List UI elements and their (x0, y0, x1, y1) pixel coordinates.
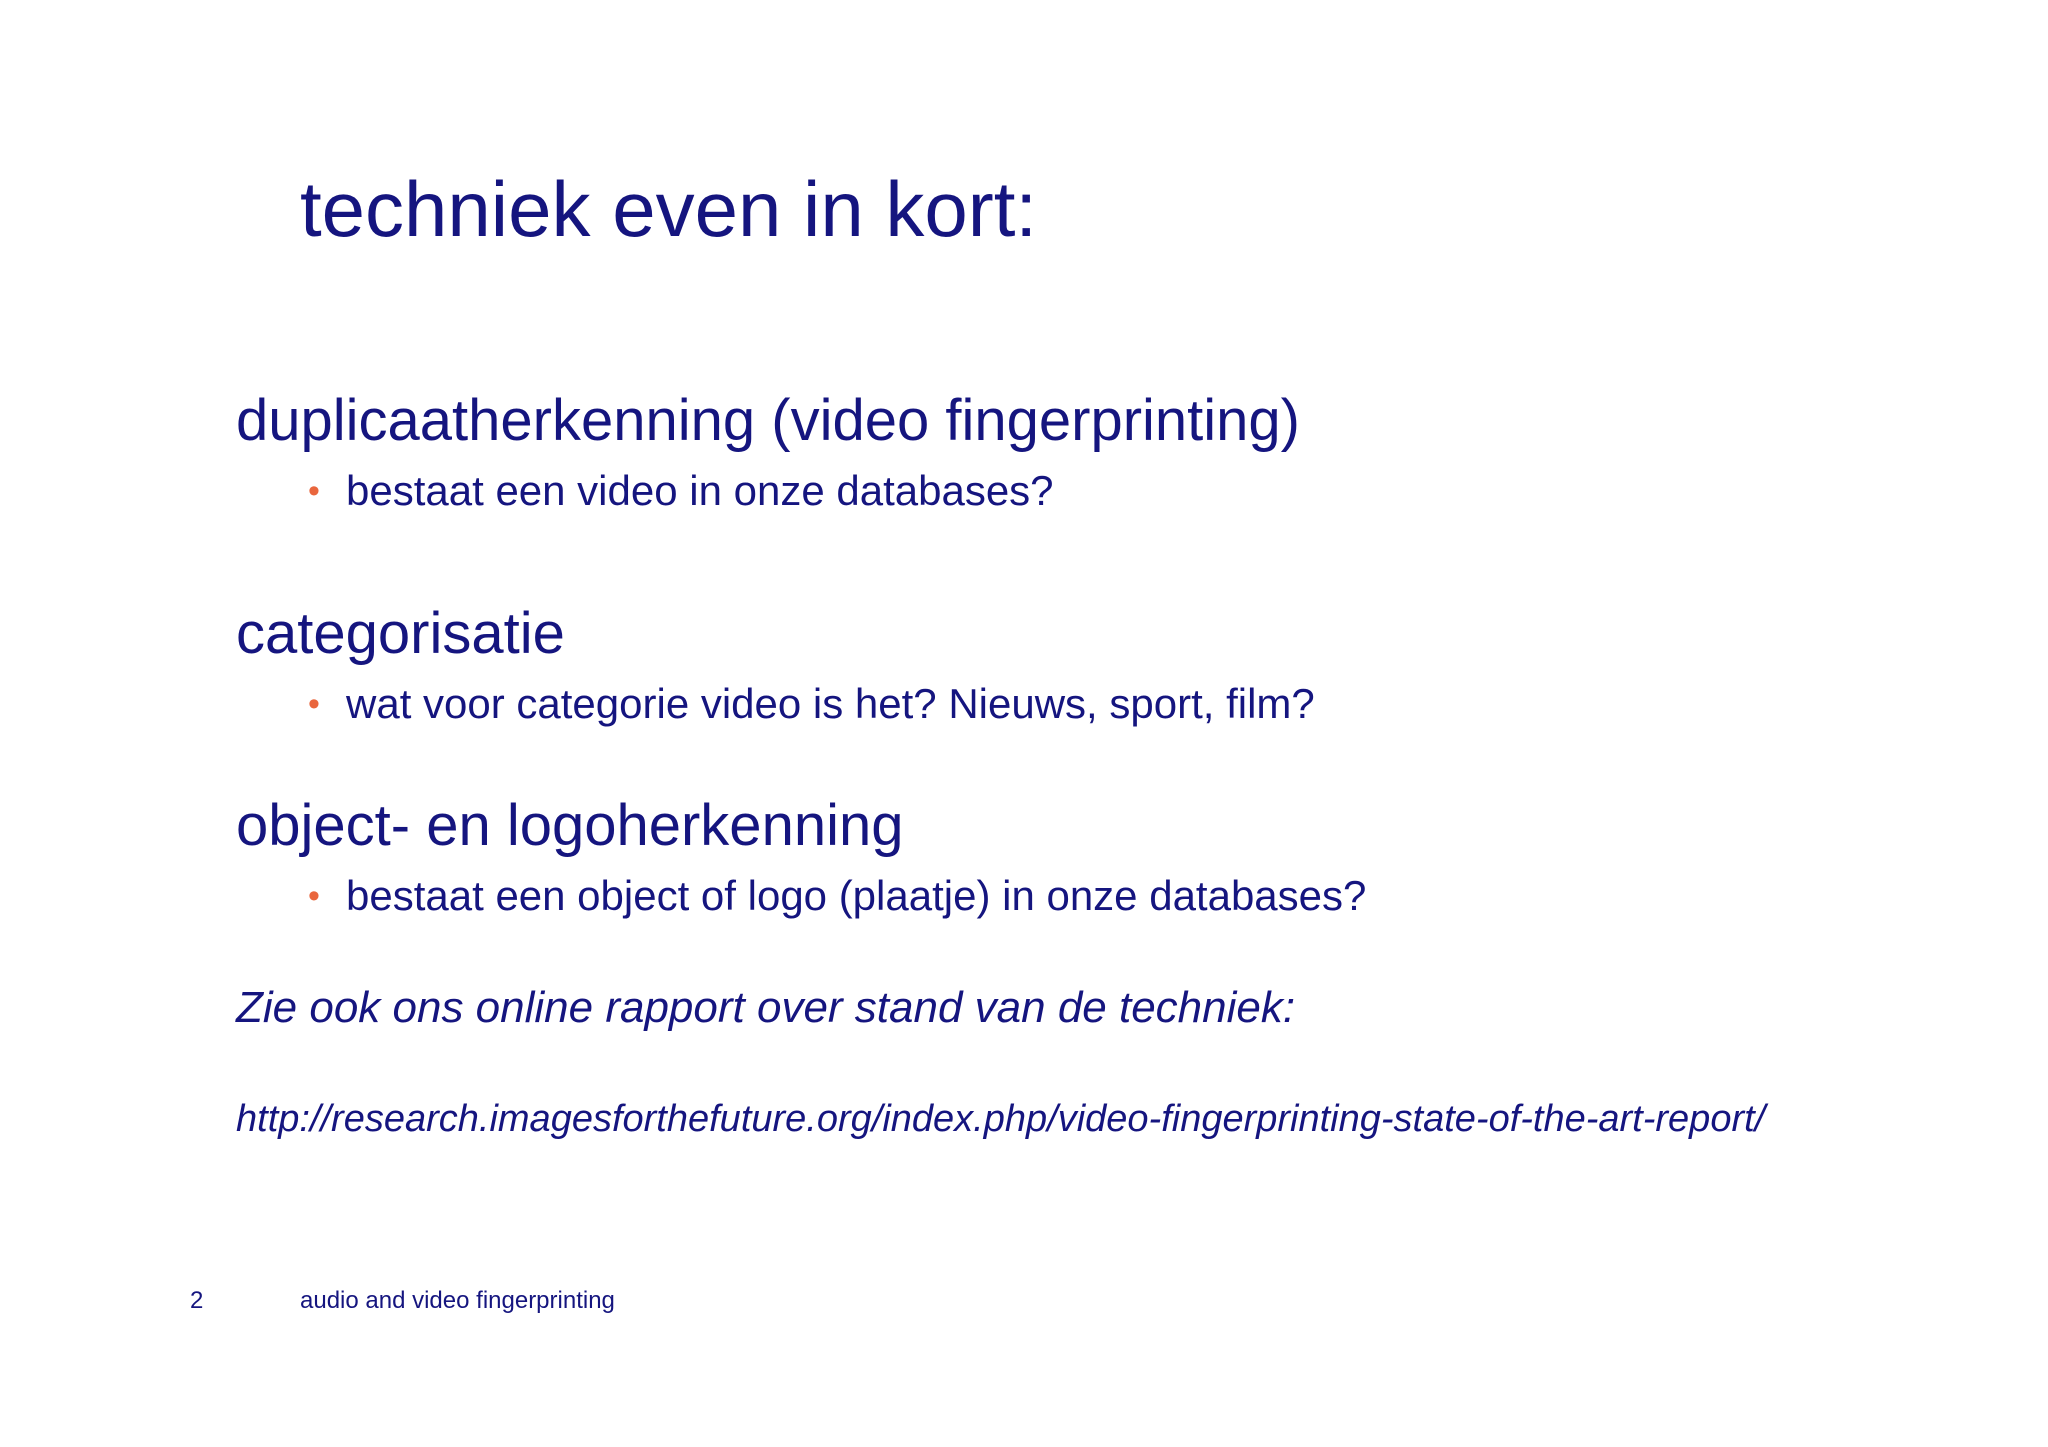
section-heading: object- en logoherkenning (236, 793, 904, 858)
section-duplicate-detection (236, 388, 1936, 514)
section-object-logo-recognition (236, 793, 1936, 919)
page-number: 2 (190, 1287, 204, 1314)
report-note: Zie ook ons online rapport over stand van de techniek: (236, 983, 1296, 1032)
footer-text: audio and video fingerprinting (300, 1287, 615, 1314)
bullet-icon: • (308, 685, 320, 723)
bullet-icon: • (308, 877, 320, 915)
bullet-icon: • (308, 472, 320, 510)
report-link[interactable]: http://research.imagesforthefuture.org/index.php/video-fingerprinting-state-of-the-art-report/ (236, 1098, 1766, 1140)
section-heading: categorisatie (236, 601, 565, 666)
bullet-text: bestaat een object of logo (plaatje) in onze databases? (346, 872, 1367, 919)
section-heading: duplicaatherkenning (video fingerprinting) (236, 388, 1300, 453)
bullet-item (236, 872, 1936, 919)
bullet-text: wat voor categorie video is het? Nieuws, sport, film? (346, 680, 1315, 727)
bullet-item (236, 467, 1936, 514)
bullet-text: bestaat een video in onze databases? (346, 467, 1054, 514)
section-categorization (236, 601, 1936, 727)
bullet-item (236, 680, 1936, 727)
slide-title: techniek even in kort: (300, 165, 1038, 253)
